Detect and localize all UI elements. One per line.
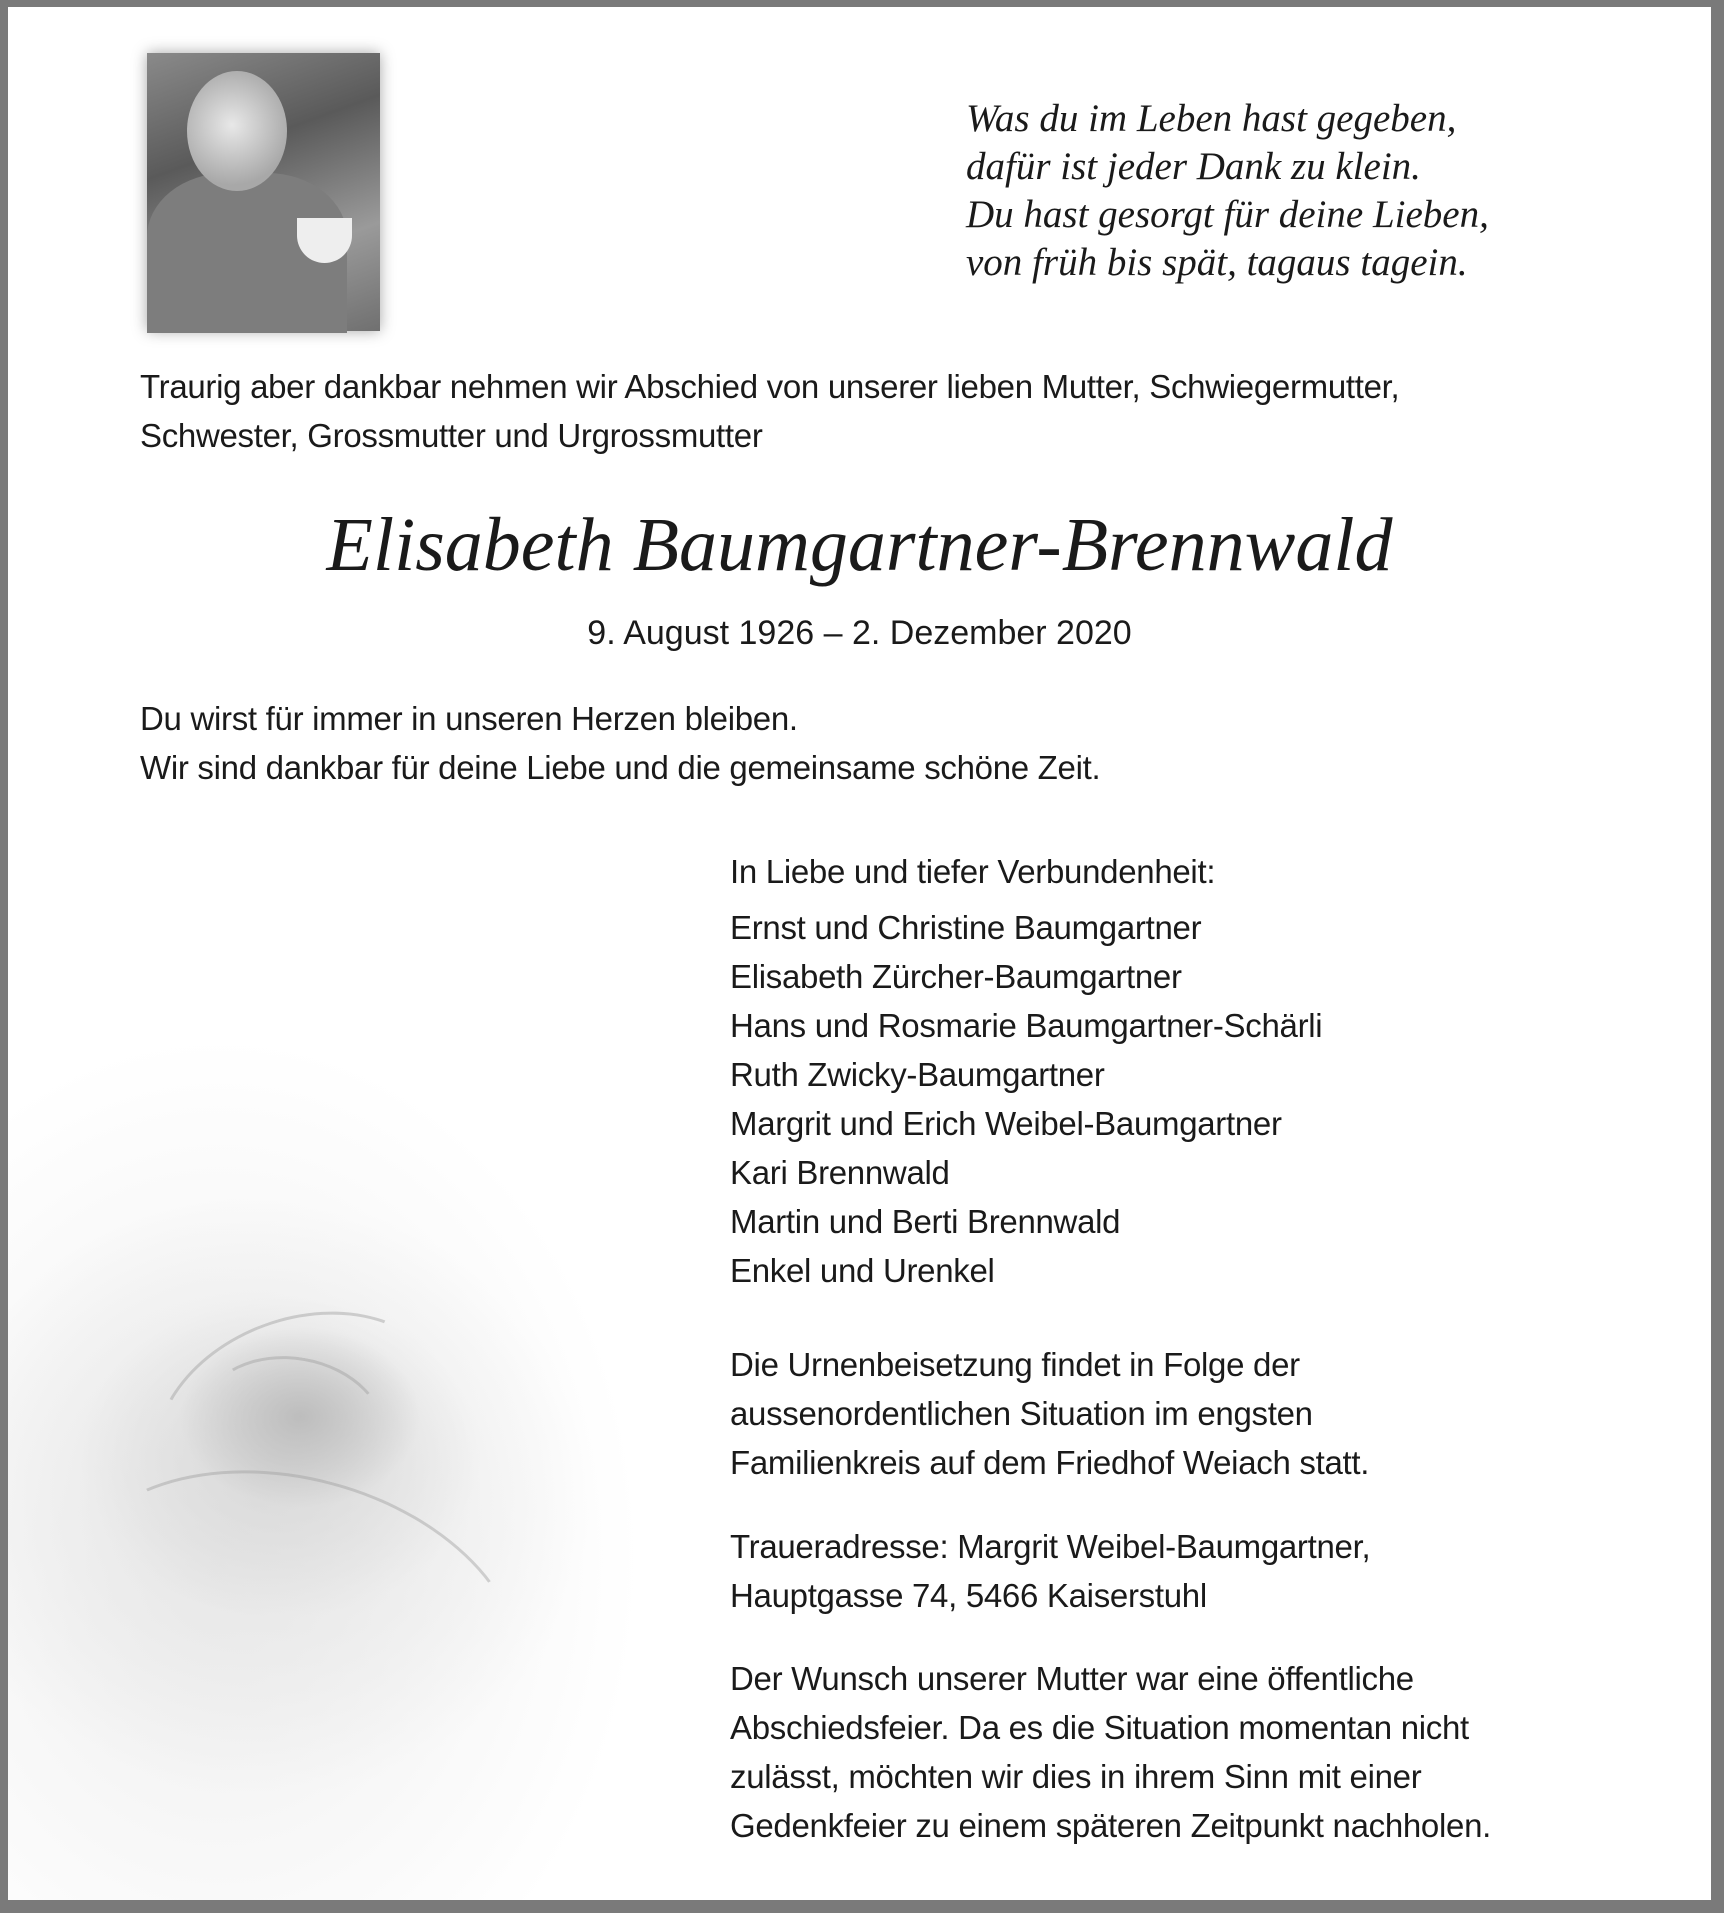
mourners-list [730,903,1322,1295]
remembrance-text [140,694,1100,792]
burial-line: Familienkreis auf dem Friedhof Weiach statt. [730,1444,1370,1481]
burial-line: aussenordentlichen Situation im engsten [730,1395,1313,1432]
verse-line: Was du im Leben hast gegeben, [966,97,1457,140]
remembrance-line: Du wirst für immer in unseren Herzen bleiben. [140,700,798,737]
burial-notice [730,1340,1369,1487]
wish-line: zulässt, möchten wir dies in ihrem Sinn mit einer [730,1758,1422,1795]
wish-line: Gedenkfeier zu einem späteren Zeitpunkt nachholen. [730,1807,1491,1844]
wish-line: Der Wunsch unserer Mutter war eine öffentliche [730,1660,1414,1697]
intro-line: Schwester, Grossmutter und Urgrossmutter [140,417,763,454]
wish-line: Abschiedsfeier. Da es die Situation momentan nicht [730,1709,1469,1746]
mourner: Ruth Zwicky-Baumgartner [730,1056,1105,1093]
mourner: Hans und Rosmarie Baumgartner-Schärli [730,1007,1323,1044]
verse [966,95,1489,287]
mourner: Margrit und Erich Weibel-Baumgartner [730,1105,1282,1142]
burial-line: Die Urnenbeisetzung findet in Folge der [730,1346,1300,1383]
mourning-address [730,1522,1370,1620]
remembrance-line: Wir sind dankbar für deine Liebe und die gemeinsame schöne Zeit. [140,749,1101,786]
deceased-name: Elisabeth Baumgartner-Brennwald [326,503,1393,587]
intro-text [140,362,1399,460]
rose-petal [28,1422,557,1838]
mourner: Martin und Berti Brennwald [730,1203,1121,1240]
life-dates: 9. August 1926 – 2. Dezember 2020 [587,614,1132,652]
obituary-page [8,7,1711,1900]
address-line: Traueradresse: Margrit Weibel-Baumgartner, [730,1528,1371,1565]
intro-line: Traurig aber dankbar nehmen wir Abschied von unserer lieben Mutter, Schwiegermutter, [140,368,1400,405]
mourner: Enkel und Urenkel [730,1252,995,1289]
address-line: Hauptgasse 74, 5466 Kaiserstuhl [730,1577,1207,1614]
portrait-photo [147,53,380,331]
mourners-heading: In Liebe und tiefer Verbundenheit: [730,853,1216,890]
verse-line: dafür ist jeder Dank zu klein. [966,145,1421,188]
verse-line: Du hast gesorgt für deine Lieben, [966,193,1489,236]
mourner: Kari Brennwald [730,1154,950,1191]
mourner: Elisabeth Zürcher-Baumgartner [730,958,1182,995]
verse-line: von früh bis spät, tagaus tagein. [966,241,1468,284]
memorial-wish [730,1654,1491,1850]
rose-background-image [8,857,700,1900]
mourner: Ernst und Christine Baumgartner [730,909,1202,946]
